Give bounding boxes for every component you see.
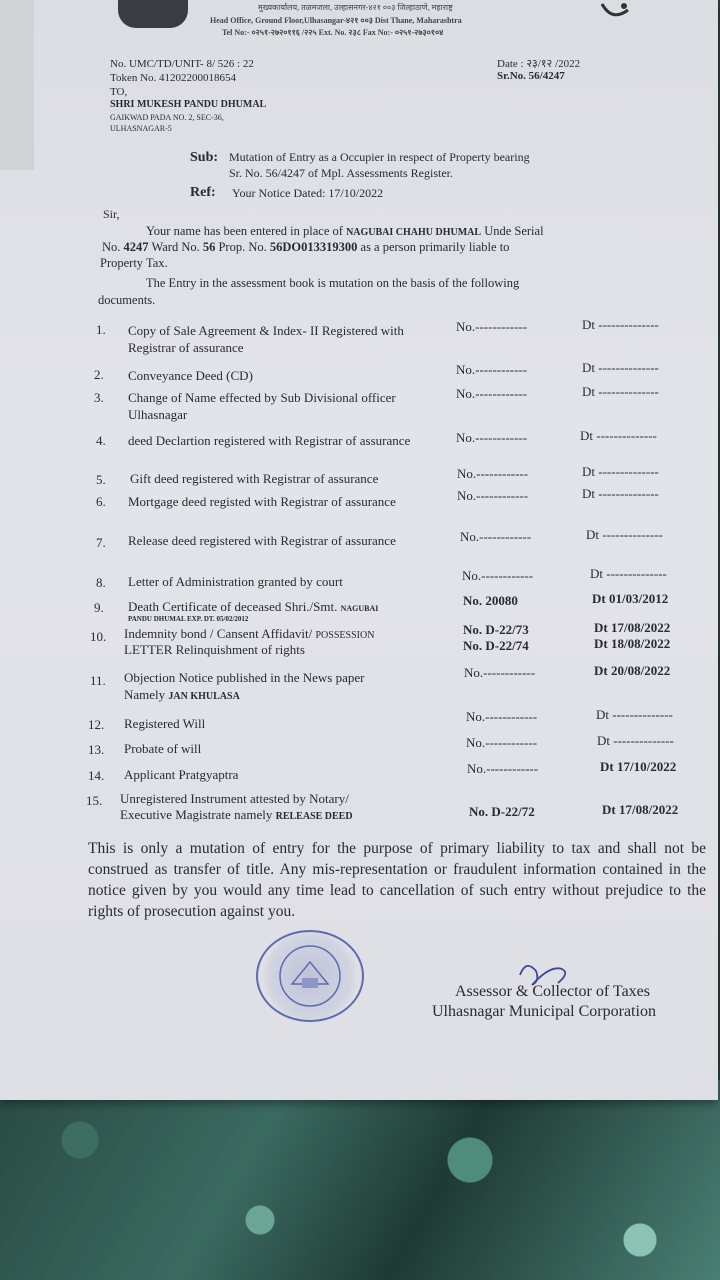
- recipient-address-2: ULHASNAGAR-5: [110, 124, 172, 133]
- disclaimer-paragraph: This is only a mutation of entry for the purpose of primary liability to tax and shall not be construed as transfer of title. Any mis-representation or fraudulent information contained in the notice given by you would any time lead to cancellation of such entry without prejudice to the rights of prosecution against you.: [88, 840, 706, 920]
- item-date: Dt --------------: [596, 707, 673, 722]
- body-text: Prop. No.: [218, 240, 267, 254]
- document-item-text: Indemnity bond / Cansent Affidavit/: [124, 626, 313, 641]
- recipient-name: SHRI MUKESH PANDU DHUMAL: [110, 99, 267, 110]
- reference-number: No. UMC/TD/UNIT- 8/ 526 : 22: [110, 58, 254, 70]
- item-no: No.------------: [456, 386, 528, 401]
- item-number: 12.: [88, 717, 105, 732]
- item-no: No. D-22/74: [463, 638, 529, 653]
- body-text: as a person primarily liable to: [360, 240, 510, 254]
- seal-emblem-icon: [258, 932, 362, 1020]
- item-no: No.------------: [467, 761, 539, 776]
- item-no: No.------------: [456, 319, 528, 334]
- document-item: Conveyance Deed (CD): [128, 368, 253, 383]
- body-text: No.: [102, 240, 121, 254]
- body-paragraph-1: [146, 224, 544, 239]
- item-number: 4.: [96, 433, 106, 448]
- item-number: 2.: [94, 367, 104, 382]
- item-no: No.------------: [462, 568, 534, 583]
- document-item: Registered Will: [124, 716, 206, 731]
- subject-line-1: Mutation of Entry as a Occupier in respect of Property bearing: [229, 150, 530, 164]
- item-date: Dt --------------: [582, 360, 659, 375]
- item-number: 11.: [90, 673, 106, 688]
- item-no: No.------------: [466, 709, 538, 724]
- item-date: Dt 17/08/2022: [594, 620, 671, 635]
- signatory-organization: Ulhasnagar Municipal Corporation: [432, 1003, 656, 1020]
- header-line-marathi: मुख्यकार्यालय, तळमजला, उल्हासनगर-४२१ ००३ जिल्हाठाणे, महाराष्ट्र: [258, 3, 453, 12]
- body-paragraph-2-line-2: documents.: [98, 293, 156, 307]
- item-no: No.------------: [457, 466, 529, 481]
- item-number: 9.: [94, 600, 104, 615]
- item-number: 1.: [96, 322, 106, 337]
- document-item-line-2: LETTER Relinquishment of rights: [124, 642, 305, 657]
- item-no: No.------------: [457, 488, 529, 503]
- subject-line-2: Sr. No. 56/4247 of Mpl. Assessments Register.: [229, 166, 454, 180]
- recipient-address-1: GAIKWAD PADA NO. 2, SEC-36,: [110, 113, 224, 122]
- body-paragraph-2: The Entry in the assessment book is mutation on the basis of the following: [146, 276, 520, 290]
- item-number: 8.: [96, 575, 106, 590]
- deceased-name: NAGUBAI: [340, 604, 379, 613]
- document-item: Copy of Sale Agreement & Index- II Registered with Registrar of assurance: [128, 323, 404, 355]
- to-label: TO,: [110, 86, 128, 98]
- header-line-phone: Tel No:- ०२५१-२७२०११६ /२२५ Ext. No. २३८ Fax No:- ०२५१-२७३०१०४: [222, 28, 444, 37]
- item-date: Dt --------------: [582, 317, 659, 332]
- corner-logo-icon: [598, 0, 632, 24]
- signatory-title: Assessor & Collector of Taxes: [455, 983, 650, 1000]
- item-date: Dt --------------: [586, 527, 663, 542]
- document-item-text: POSSESSION: [315, 630, 375, 641]
- item-number: 6.: [96, 494, 106, 509]
- document-item: Probate of will: [124, 741, 202, 756]
- item-date: Dt 01/03/2012: [592, 591, 669, 606]
- subject-label: Sub:: [190, 150, 219, 165]
- document-item: Unregistered Instrument attested by Notary/: [120, 791, 349, 806]
- document-item: deed Declartion registered with Registrar of assurance: [128, 433, 411, 448]
- previous-owner-name: NAGUBAI CHAHU DHUMAL: [346, 227, 482, 238]
- item-date: Dt --------------: [580, 428, 657, 443]
- document-item: Objection Notice published in the News paper: [124, 670, 365, 685]
- token-number: Token No. 41202200018654: [110, 72, 237, 84]
- document-item-text: Namely: [124, 687, 166, 702]
- instrument-name: RELEASE DEED: [275, 811, 353, 822]
- serial-value: 4247: [123, 240, 149, 254]
- newspaper-name: JAN KHULASA: [168, 691, 240, 702]
- item-number: 14.: [88, 768, 105, 783]
- item-date: Dt 18/08/2022: [594, 636, 671, 651]
- document-item: Letter of Administration granted by court: [128, 574, 343, 589]
- document-item: Mortgage deed registed with Registrar of assurance: [128, 494, 396, 509]
- salutation: Sir,: [103, 207, 120, 221]
- item-date: Dt 17/10/2022: [600, 759, 677, 774]
- left-paper-tab: [0, 0, 34, 170]
- item-date: Dt --------------: [590, 566, 667, 581]
- body-paragraph-1-line-3: Property Tax.: [100, 256, 168, 270]
- document-item: Change of Name effected by Sub Divisional officer Ulhasnagar: [128, 390, 396, 422]
- item-no: No. D-22/73: [463, 622, 529, 637]
- item-number: 3.: [94, 390, 104, 405]
- document-item: Applicant Pratgyaptra: [124, 767, 239, 782]
- body-text: Unde Serial: [484, 224, 544, 238]
- document-item-text: Death Certificate of deceased Shri./Smt.: [128, 599, 338, 614]
- item-date: Dt --------------: [597, 733, 674, 748]
- item-number: 7.: [96, 535, 106, 550]
- deceased-detail: PANDU DHUMAL EXP. DT. 05/02/2012: [128, 615, 249, 623]
- header-line-address: Head Office, Ground Floor,Ulhasangar-४२१ ००३ Dist Thane, Maharashtra: [210, 16, 462, 25]
- item-number: 10.: [90, 629, 107, 644]
- item-number: 15.: [86, 793, 103, 808]
- letter-date: Date : २३/१२ /2022: [497, 58, 581, 70]
- corporation-logo: [118, 0, 188, 28]
- reference-label: Ref:: [190, 185, 216, 200]
- item-no: No.------------: [466, 735, 538, 750]
- document-item-line-2: [124, 687, 240, 703]
- item-date: Dt 20/08/2022: [594, 663, 671, 678]
- item-no: No.------------: [464, 665, 536, 680]
- document-item: Gift deed registered with Registrar of assurance: [130, 471, 379, 486]
- document-item-line-2: [120, 807, 353, 823]
- body-text: Your name has been entered in place of: [146, 224, 343, 238]
- item-no: No. 20080: [463, 593, 518, 608]
- item-number: 13.: [88, 742, 105, 757]
- reference-text: Your Notice Dated: 17/10/2022: [232, 186, 384, 200]
- body-text: Ward No.: [151, 240, 200, 254]
- document-item: Release deed registered with Registrar of assurance: [128, 533, 396, 548]
- background-fabric: [0, 1080, 720, 1280]
- item-number: 5.: [96, 472, 106, 487]
- item-no: No.------------: [456, 430, 528, 445]
- item-date: Dt 17/08/2022: [602, 802, 679, 817]
- item-date: Dt --------------: [582, 464, 659, 479]
- item-date: Dt --------------: [582, 384, 659, 399]
- document-item-text: Executive Magistrate namely: [120, 807, 273, 822]
- serial-number: Sr.No. 56/4247: [497, 70, 565, 82]
- body-paragraph-1-line-2: [102, 240, 509, 255]
- item-no: No.------------: [460, 529, 532, 544]
- property-number: 56DO013319300: [269, 240, 358, 254]
- item-no: No. D-22/72: [469, 804, 535, 819]
- ward-value: 56: [202, 240, 216, 254]
- item-date: Dt --------------: [582, 486, 659, 501]
- corporation-seal: [256, 930, 364, 1022]
- item-no: No.------------: [456, 362, 528, 377]
